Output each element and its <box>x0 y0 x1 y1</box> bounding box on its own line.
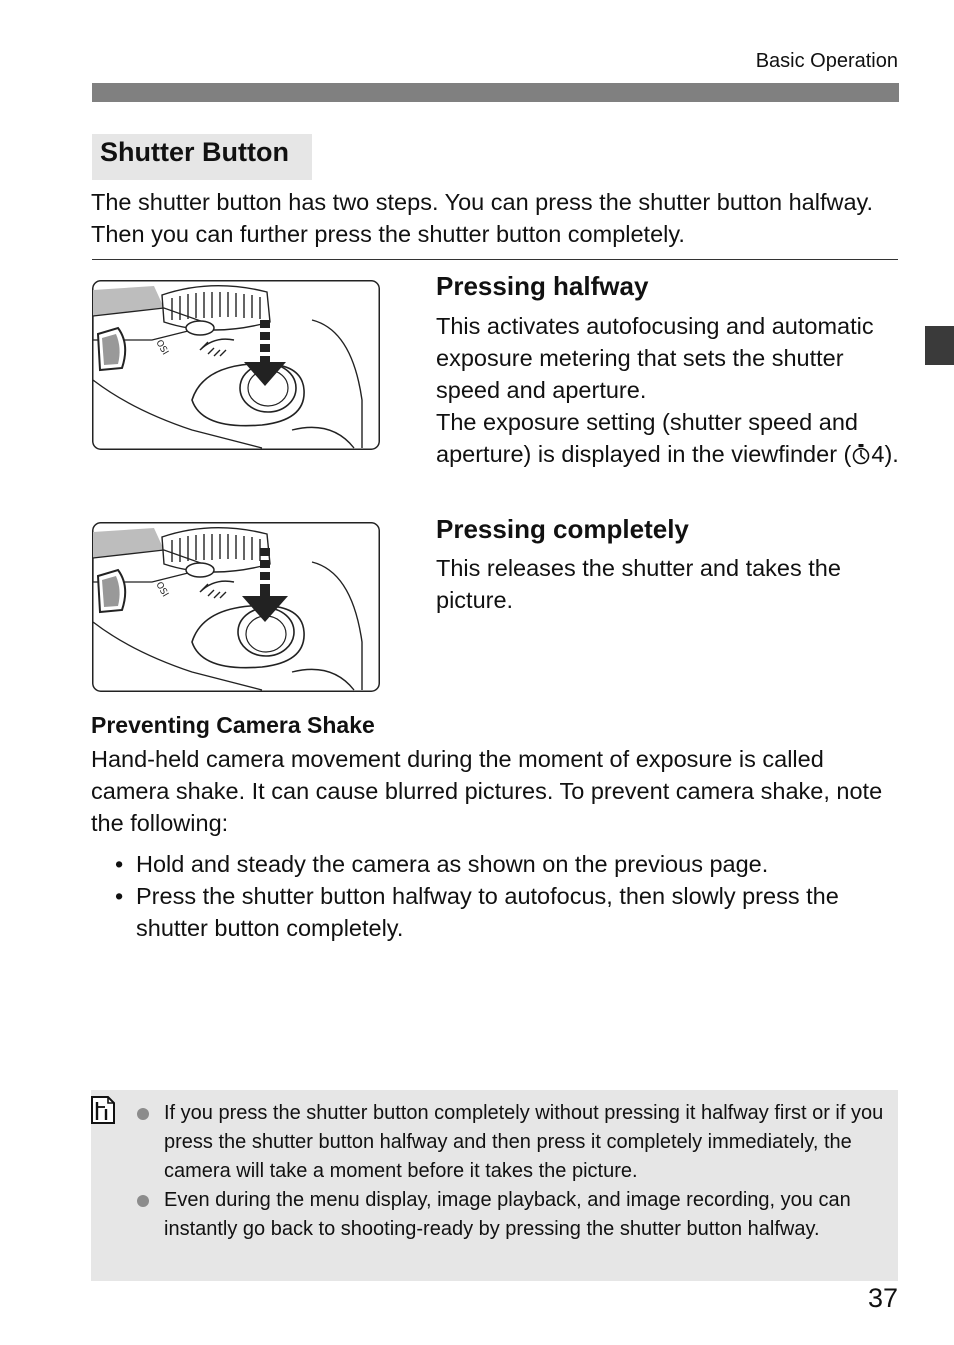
bullet-item: • Hold and steady the camera as shown on the previous page. <box>112 848 902 880</box>
camera-shake-text: Hand-held camera movement during the moment of exposure is called camera shake. It can cause blurred pictures. To prevent camera shake, note the following: <box>91 746 883 836</box>
note-list <box>136 1099 884 1244</box>
divider-rule <box>92 259 898 260</box>
pressing-halfway-text <box>436 310 906 470</box>
pressing-halfway-line-1: This activates autofocusing and automatic exposure metering that sets the shutter speed and aperture. <box>436 313 874 403</box>
note-item: If you press the shutter button completely without pressing it halfway first or if you press the shutter button halfway and then press it completely immediately, the camera will take a moment before it takes the picture. <box>136 1099 884 1186</box>
pressing-completely-title: Pressing completely <box>436 514 689 544</box>
bullet-item: • Press the shutter button halfway to autofocus, then slowly press the shutter button completely. <box>112 880 902 944</box>
note-item: Even during the menu display, image playback, and image recording, you can instantly go back to shooting-ready by pressing the shutter button halfway. <box>136 1186 884 1244</box>
pressing-halfway-title: Pressing halfway <box>436 271 649 301</box>
camera-shake-title: Preventing Camera Shake <box>91 712 375 738</box>
memo-note-icon <box>89 1094 117 1126</box>
intro-paragraph: The shutter button has two steps. You can press the shutter button halfway. Then you can further press the shutter button completely. <box>91 189 874 247</box>
chapter-thumb-tab <box>925 326 954 365</box>
page-reference-number: 4 <box>871 441 885 467</box>
pressing-completely-text: This releases the shutter and takes the picture. <box>436 555 841 613</box>
page-number: 37 <box>867 1283 898 1313</box>
pressing-halfway-line-2: The exposure setting (shutter speed and aperture) is displayed in the viewfinder ( 4). <box>436 409 899 467</box>
camera-full-press-illustration <box>92 522 380 692</box>
page-reference-icon <box>851 443 871 465</box>
svg-text:OSI: OSI <box>153 338 170 357</box>
camera-half-press-illustration <box>92 280 380 450</box>
header-section-label: Basic Operation <box>755 50 898 72</box>
camera-shake-bullet-list <box>112 848 902 944</box>
pressing-halfway-line-2-text: The exposure setting (shutter speed and aperture) is displayed in the viewfinder <box>436 409 858 467</box>
section-title: Shutter Button <box>100 137 289 167</box>
header-bar <box>92 83 899 102</box>
svg-text:OSI: OSI <box>153 580 170 599</box>
